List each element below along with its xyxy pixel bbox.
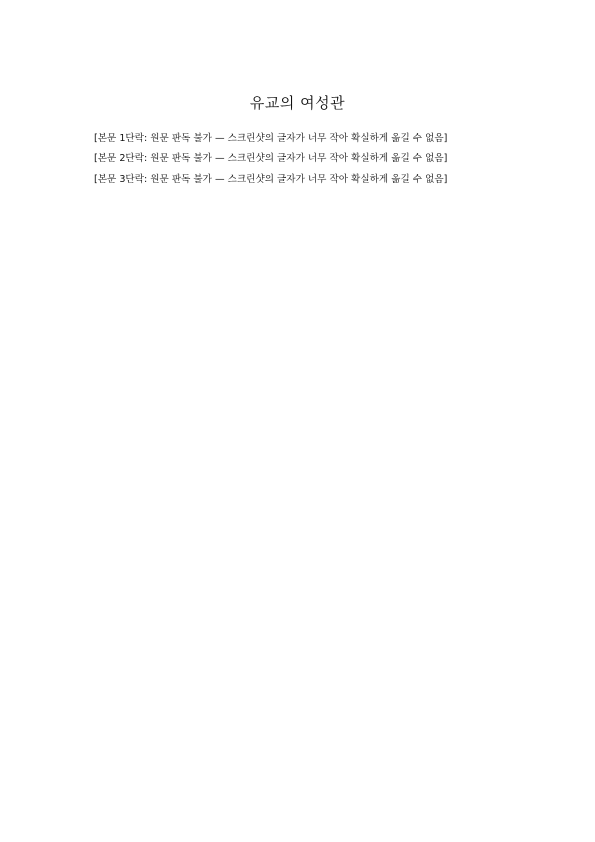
page-title: 유교의 여성관 bbox=[249, 94, 346, 112]
document-body bbox=[90, 129, 515, 806]
body-paragraph-3: [본문 3단락: 원문 판독 불가 — 스크린샷의 글자가 너무 작아 확실하게 옮길 수 없음] bbox=[94, 173, 448, 185]
body-paragraph-1: [본문 1단락: 원문 판독 불가 — 스크린샷의 글자가 너무 작아 확실하게 옮길 수 없음] bbox=[94, 133, 448, 144]
body-paragraph-2: [본문 2단락: 원문 판독 불가 — 스크린샷의 글자가 너무 작아 확실하게 옮길 수 없음] bbox=[94, 153, 448, 165]
